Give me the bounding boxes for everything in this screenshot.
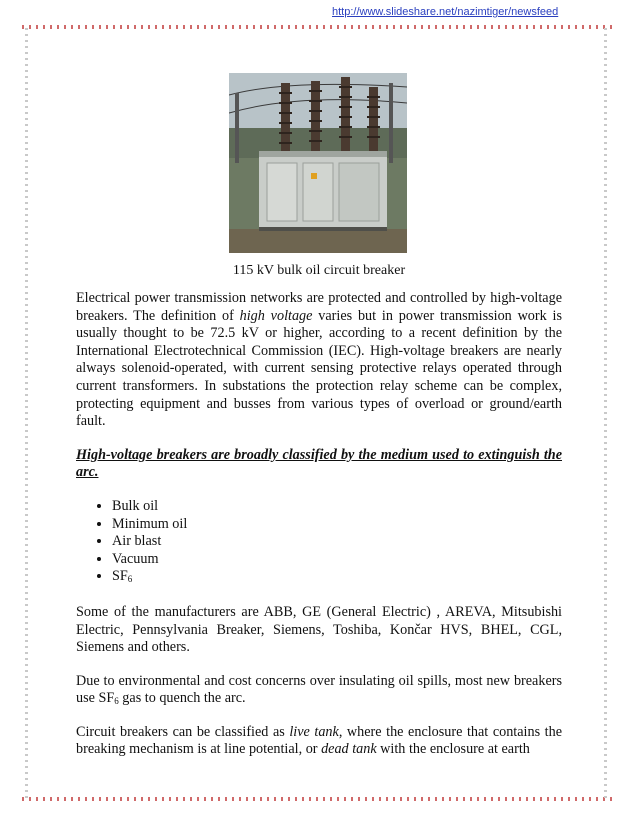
intro-paragraph: Electrical power transmission networks are protected and controlled by high-voltage breakers. The definition of high voltage varies but in power transmission work is usually thought to be 72.5 kV or higher, according to a recent definition by the International Electrotechnical Commission (IEC). High-voltage breakers are nearly always solenoid-operated, with current sensing protective relays operated through current transformers. In substations the protection relay scheme can be complex, protecting equipment and busses from various types of overload or ground/earth fault.: [76, 290, 563, 430]
page-border-left: [25, 28, 28, 798]
manufacturers-paragraph: Some of the manufacturers are ABB, GE (General Electric) , AREVA, Mitsubishi Electric, Pennsylvania Breaker, Siemens, Toshiba, Končar HVS, BHEL, CGL, Siemens and others.: [76, 603, 562, 656]
section-heading: High-voltage breakers are broadly classified by the medium used to extinguish the arc.: [76, 446, 562, 481]
page-border-bottom: [22, 797, 612, 801]
document-body: [76, 290, 562, 775]
source-url-link[interactable]: http://www.slideshare.net/nazimtiger/newsfeed: [332, 6, 559, 18]
list-item: • Minimum oil: [112, 516, 562, 534]
page-border-right: [604, 28, 607, 798]
circuit-breaker-photo: [229, 73, 407, 253]
sf6-paragraph: Due to environmental and cost concerns over insulating oil spills, most new breakers use $SF_6$ gas to quench the arc.: [76, 672, 562, 707]
arc-medium-list: [76, 498, 562, 586]
list-item: • Vacuum: [112, 551, 562, 569]
figure-caption: 115 kV bulk oil circuit breaker: [232, 263, 406, 278]
page-border-top: [22, 25, 612, 29]
list-item: • $SF_6$: [112, 568, 562, 586]
list-item: • Bulk oil: [112, 498, 562, 516]
tank-classification-paragraph: Circuit breakers can be classified as live tank, where the enclosure that contains the breaking mechanism is at line potential, or dead tank with the enclosure at earth: [76, 723, 562, 758]
list-item: • Air blast: [112, 533, 562, 551]
